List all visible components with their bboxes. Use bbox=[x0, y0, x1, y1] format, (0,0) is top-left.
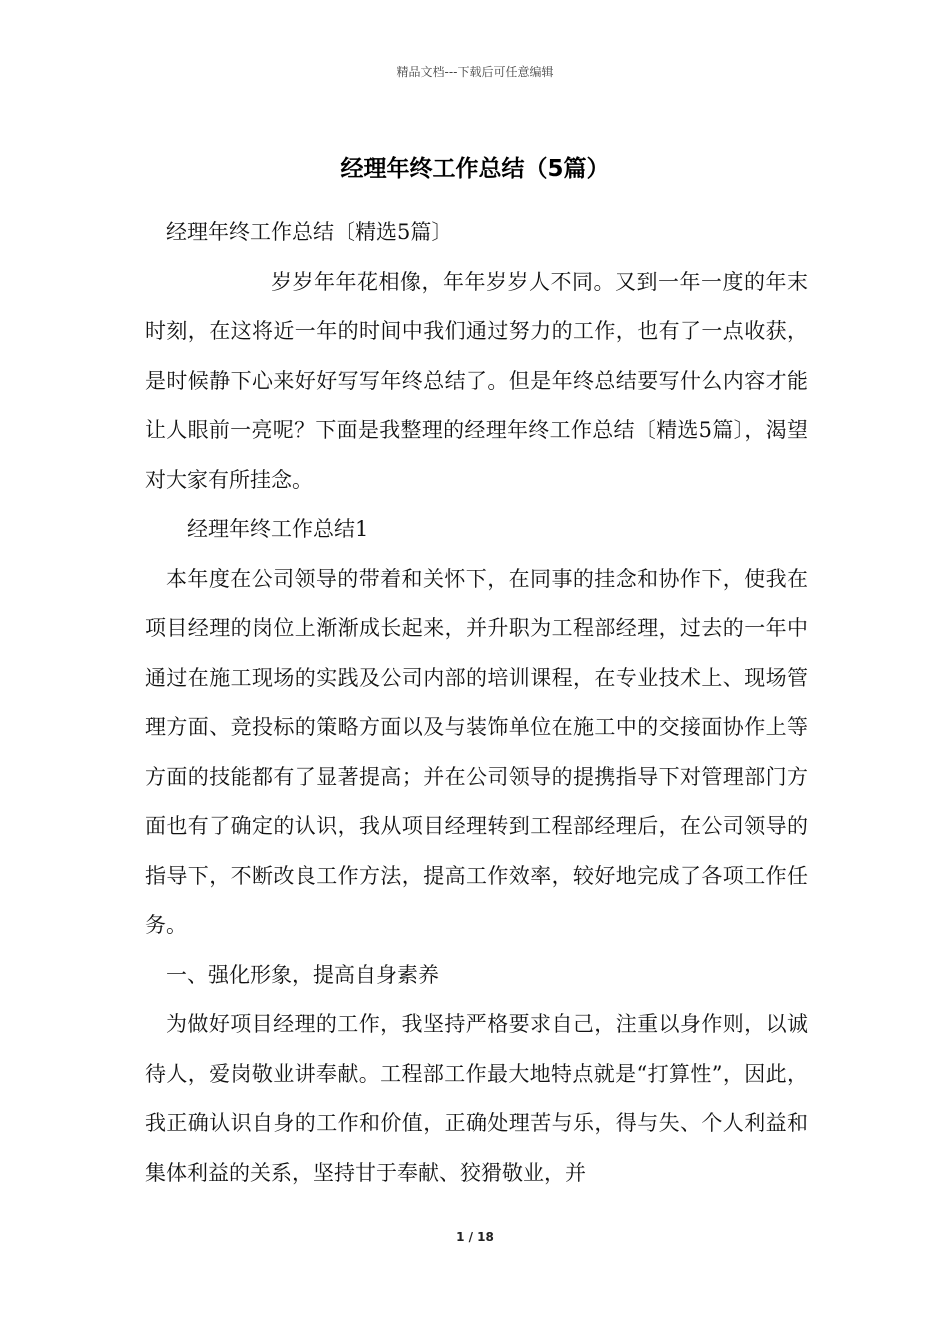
document-body bbox=[145, 208, 808, 1198]
page-number: 1 / 18 bbox=[456, 1230, 494, 1244]
section-heading: 经理年终工作总结1 bbox=[187, 517, 369, 541]
intro-paragraph: 岁岁年年花相像，年年岁岁人不同。又到一年一度的年末时刻，在这将近一年的时间中我们通过努力的工作，也有了一点收获，是时候静下心来好好写写年终总结了。但是年终总结要写什么内容才能让人眼前一亮呢？下面是我整理的经理年终工作总结〔精选5篇〕，渴望对大家有所挂念。 bbox=[145, 269, 808, 492]
body-paragraph-2: 为做好项目经理的工作，我坚持严格要求自己，注重以身作则，以诚待人，爱岗敬业讲奉献。工程部工作最大地特点就是“打算性”，因此，我正确认识自身的工作和价值，正确处理苦与乐，得与失、个人利益和集体利益的关系，坚持甘于奉献、狡猾敬业，并 bbox=[145, 1012, 808, 1185]
point-heading-1: 一、强化形象，提高自身素养 bbox=[166, 962, 439, 987]
document-subtitle: 经理年终工作总结〔精选5篇〕 bbox=[166, 220, 453, 244]
page-header: 精品文档---下载后可任意编辑 bbox=[396, 65, 554, 79]
body-paragraph-1: 本年度在公司领导的带着和关怀下，在同事的挂念和协作下，使我在项目经理的岗位上渐渐成长起来，并升职为工程部经理，过去的一年中通过在施工现场的实践及公司内部的培训课程，在专业技术上、现场管理方面、竞投标的策略方面以及与装饰单位在施工中的交接面协作上等方面的技能都有了显著提高；并在公司领导的提携指导下对管理部门方面也有了确定的认识，我从项目经理转到工程部经理后，在公司领导的指导下，不断改良工作方法，提高工作效率，较好地完成了各项工作任务。 bbox=[145, 566, 808, 937]
document-title: 经理年终工作总结（5篇） bbox=[340, 156, 610, 182]
